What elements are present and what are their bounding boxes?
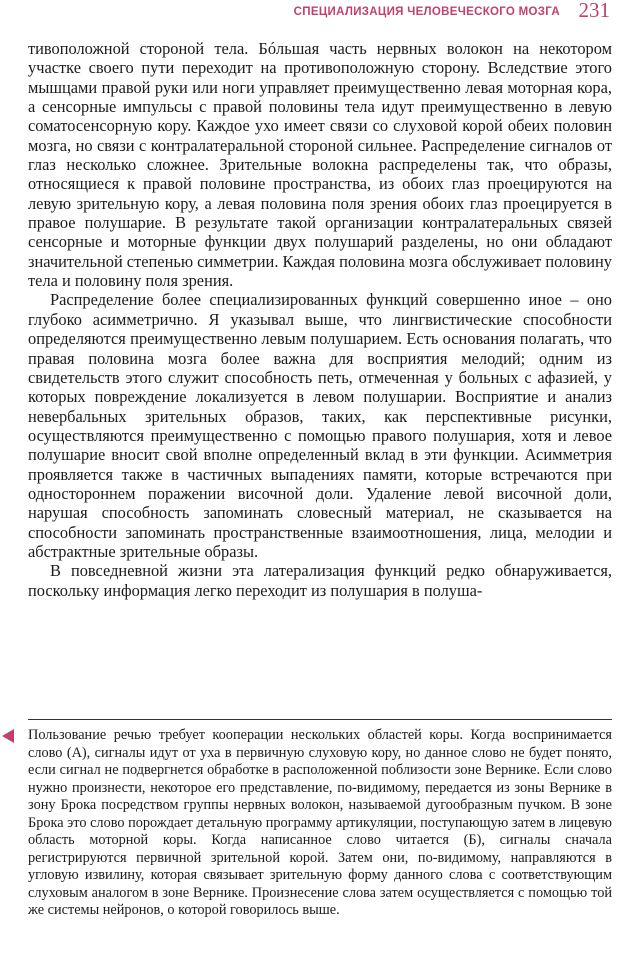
caption-paragraph: Пользование речью требует кооперации нескольких областей коры. Когда воспринимается слово (А), сигналы идут от уха в первичную слуховую кору, но данное слово не будет понято, если сигнал не подвергнется обработке в расположенной поблизости зоне Вернике. Если слово нужно произнести, некоторое его представление, по-видимому, передается из зоны Вернике в зону Брока посредством группы нервных волокон, называемой дугообразным пучком. В зоне Брока это слово порождает детальную программу артикуляции, поступающую затем в лицевую область моторной коры. Когда написанное слово читается (Б), сигналы сначала регистрируются первичной зрительной корой. Затем они, по-видимому, направляются в угловую извилину, которая связывает зрительную форму данного слова с соответствующим слуховым аналогом в зоне Вернике. Произнесение слова затем осуществляется с помощью той же системы нейронов, о которой говорилось выше. xyxy=(28,727,612,919)
paragraph: Распределение более специализированных функций совершенно иное – оно глубоко асимметрично. Я указывал выше, что лингвистические способности определяются преимущественно левым полушарием. Есть основания полагать, что правая половина мозга более важна для восприятия мелодий; одним из свидетельств этого служит способность петь, отмеченная у больных с афазией, у которых повреждение локализуется в левом полушарии. Восприятие и анализ невербальных зрительных образов, таких, как перспективные рисунки, осуществляются преимущественно с помощью правого полушария, хотя и левое полушарие вносит свой вполне определенный вклад в эти функции. Асимметрия проявляется также в частичных выпадениях памяти, которые встречаются при одностороннем поражении височной доли. Удаление левой височной доли, нарушая способность запоминать словесный материал, не сказывается на способности запоминать пространственные взаимоотношения, лица, мелодии и абстрактные зрительные образы. xyxy=(28,290,612,561)
caption-pointer-icon xyxy=(2,729,14,743)
page-header xyxy=(0,0,620,26)
running-head: СПЕЦИАЛИЗАЦИЯ ЧЕЛОВЕЧЕСКОГО МОЗГА xyxy=(293,6,560,18)
paragraph: тивоположной стороной тела. Бóльшая часть нервных волокон на некотором участке своего пути переходит на противоположную сторону. Вследствие этого мышцами правой руки или ноги управляет преимущественно левая моторная кора, а сенсорные импульсы с правой половины тела идут преимущественно в левую соматосенсорную кору. Каждое ухо имеет связи со слуховой корой обеих половин мозга, но связи с контралатеральной стороной сильнее. Распределение сигналов от глаз несколько сложнее. Зрительные волокна распределены так, что образы, относящиеся к правой половине пространства, из обоих глаз проецируются на левую зрительную кору, а левая половина поля зрения обоих глаз проецируется в правое полушарие. В результате такой организации контралатеральных связей сенсорные и моторные функции двух полушарий разделены, но они обладают значительной степенью симметрии. Каждая половина мозга обслуживает половину тела и половину поля зрения. xyxy=(28,39,613,291)
figure-caption xyxy=(28,727,612,920)
main-text xyxy=(28,39,612,600)
caption-divider xyxy=(28,719,612,720)
page-number: 231 xyxy=(578,0,610,22)
paragraph: В повседневной жизни эта латерализация функций редко обнаруживается, поскольку информация легко переходит из полушария в полуша- xyxy=(28,561,612,600)
